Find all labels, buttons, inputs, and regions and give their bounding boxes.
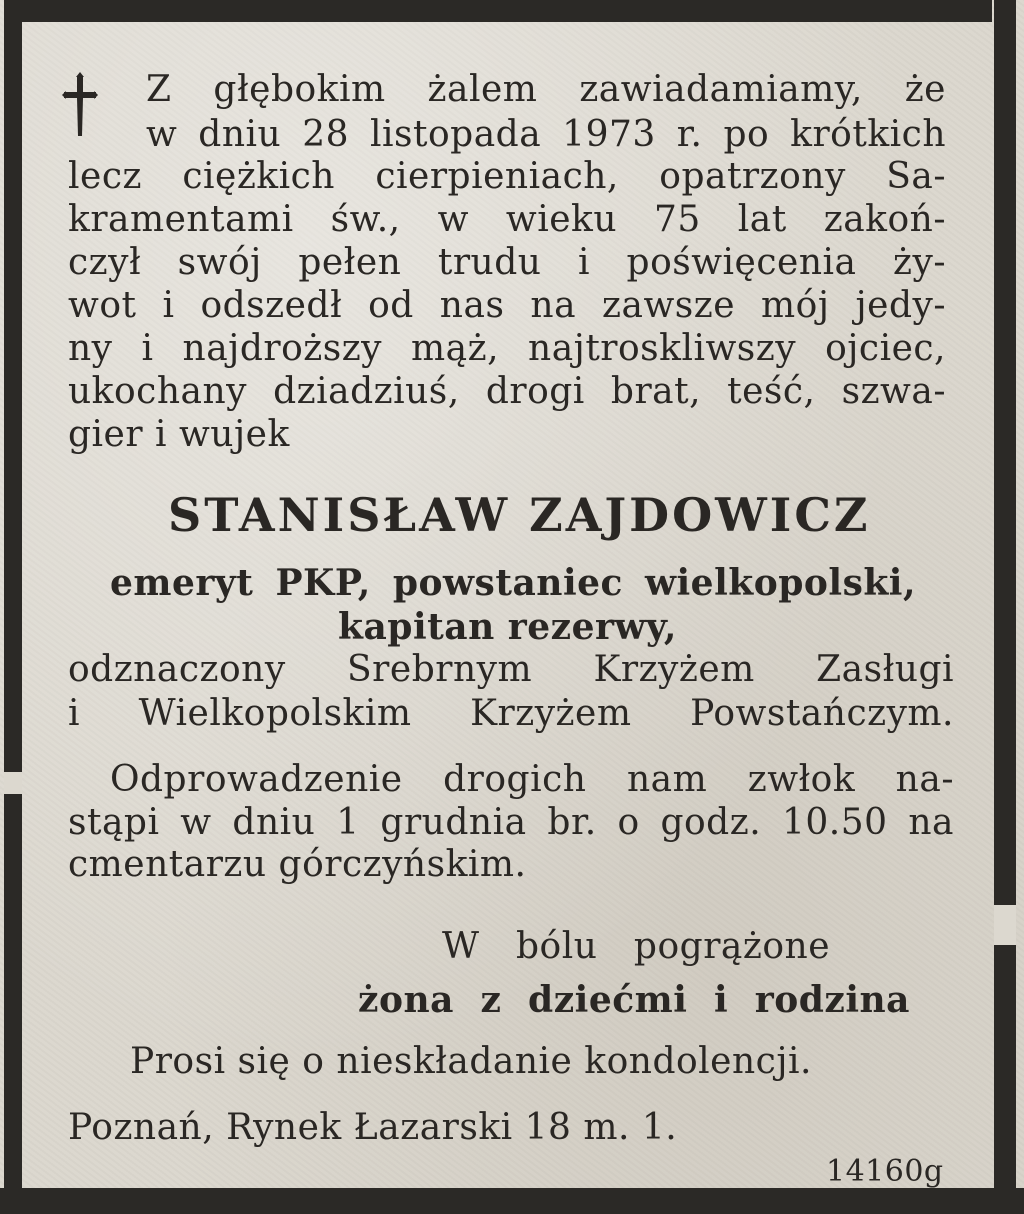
mourners-intro: W bólu pogrążone [442,926,830,967]
funeral-line-3: cmentarzu górczyńskim. [68,844,527,885]
family-address: Poznań, Rynek Łazarski 18 m. 1. [68,1107,678,1148]
title-line-2: kapitan rezerwy, [338,606,677,648]
funeral-line-1: Odprowadzenie drogich nam zwłok na- [110,759,954,800]
intro-line-9: gier i wujek [68,414,290,455]
intro-line-1: Z głębokim żalem zawiadamiamy, że [146,69,946,110]
frame-top-border [8,0,992,22]
ad-reference-number: 14160g [826,1154,944,1189]
deceased-name: STANISŁAW ZAJDOWICZ [168,488,871,542]
latin-cross-icon [60,70,100,140]
intro-line-5: czył swój pełen trudu i poświęcenia ży- [68,242,946,283]
intro-line-3: lecz ciężkich cierpieniach, opatrzony Sa- [68,156,946,197]
intro-line-2: w dniu 28 listopada 1973 r. po krótkich [146,114,946,155]
condolence-request: Prosi się o nieskładanie kondolencji. [130,1041,812,1082]
intro-line-7: ny i najdroższy mąż, najtroskliwszy ojciec, [68,328,946,369]
frame-wear-right [994,905,1016,945]
decoration-line-2: i Wielkopolskim Krzyżem Powstańczym. [68,693,954,734]
intro-line-6: wot i odszedł od nas na zawsze mój jedy- [68,285,946,326]
title-line-1: emeryt PKP, powstaniec wielkopolski, [110,562,916,604]
frame-right-border [994,0,1016,1214]
frame-wear-left [4,772,22,794]
frame-left-border [4,0,22,1214]
mourners-signature: żona z dziećmi i rodzina [358,979,910,1021]
funeral-line-2: stąpi w dniu 1 grudnia br. o godz. 10.50 na [68,802,954,843]
intro-line-8: ukochany dziadziuś, drogi brat, teść, szwa- [68,371,946,412]
decoration-line-1: odznaczony Srebrnym Krzyżem Zasługi [68,649,954,690]
intro-line-4: kramentami św., w wieku 75 lat zakoń- [68,199,946,240]
